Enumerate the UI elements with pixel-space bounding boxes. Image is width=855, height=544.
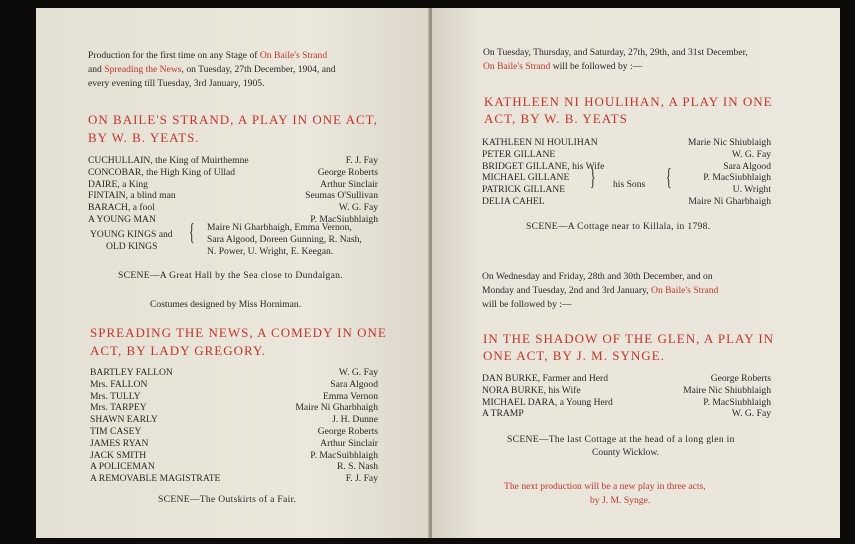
cast-role: BARTLEY FALLON <box>90 367 173 378</box>
next-production-line1: The next production will be a new play in three acts, <box>504 481 706 492</box>
cast-actor: P. MacSiubhlaigh <box>703 396 771 408</box>
cast-row <box>482 149 771 161</box>
intro-title-red: On Baile's Strand <box>259 50 328 61</box>
cast-role: TIM CASEY <box>90 425 142 437</box>
play1-group-role: YOUNG KINGS and <box>90 229 173 240</box>
play2-heading-line2: ACT, BY LADY GREGORY. <box>90 343 266 358</box>
cast-role: A REMOVABLE MAGISTRATE <box>90 473 221 485</box>
play4-heading-line1: IN THE SHADOW OF THE GLEN, A PLAY IN <box>483 331 775 346</box>
cast-role: CUCHULLAIN, the King of Muirthemne <box>88 155 249 166</box>
cast-role: BARACH, a fool <box>88 202 155 214</box>
cast-row <box>88 179 378 191</box>
cast-actor: Sara Algood <box>330 378 378 390</box>
cast-row <box>482 385 771 397</box>
cast-role: SHAWN EARLY <box>90 414 158 426</box>
play3-son-role: PATRICK GILLANE <box>482 184 566 195</box>
cast-actor: Arthur Sinclair <box>320 437 378 449</box>
cast-row <box>90 367 378 379</box>
cast-row <box>88 190 378 202</box>
play3-son-actor: U. Wright <box>732 184 771 195</box>
play1-scene: SCENE—A Great Hall by the Sea close to Dundalgan. <box>118 270 343 281</box>
cast-role: DAIRE, a King <box>88 178 148 190</box>
play3-heading-line1: KATHLEEN NI HOULIHAN, A PLAY IN ONE <box>484 94 773 109</box>
left-intro-line-2 <box>88 64 336 75</box>
play3-cast-role: DELIA CAHEL <box>482 196 545 207</box>
cast-actor: Arthur Sinclair <box>320 178 378 190</box>
cast-role: A TRAMP <box>482 408 524 420</box>
cast-role: MICHAEL DARA, a Young Herd <box>482 396 613 408</box>
cast-actor: Maire Ni Gharbhaigh <box>295 402 378 414</box>
right-intro2-line-1: On Wednesday and Friday, 28th and 30th December, and on <box>482 271 713 282</box>
cast-role: Mrs. TARPEY <box>90 402 147 414</box>
cast-actor: George Roberts <box>317 425 378 437</box>
cast-actor: Maire Nic Shiubhlaigh <box>683 384 771 396</box>
intro-text: will be followed by :— <box>552 61 643 72</box>
left-intro-line-3: every evening till Tuesday, 3rd January, 1905. <box>88 78 265 89</box>
play3-sons-label: his Sons <box>613 179 646 190</box>
brace-icon: { <box>188 220 195 246</box>
play1-heading-line1: ON BAILE'S STRAND, A PLAY IN ONE ACT, <box>88 112 378 127</box>
right-intro-line-2 <box>483 61 642 72</box>
play1-group-actor: Sara Algood, Doreen Gunning, R. Nash, <box>207 234 362 245</box>
cast-role: BRIDGET GILLANE, his Wife <box>482 160 605 172</box>
play3-son-actor: P. MacSiubhlaigh <box>703 172 771 183</box>
cast-row <box>88 202 378 214</box>
cast-row <box>482 373 771 385</box>
cast-actor: F. J. Fay <box>345 473 378 485</box>
cast-actor: W. G. Fay <box>338 202 378 214</box>
cast-role: JAMES RYAN <box>90 437 149 449</box>
cast-role: DAN BURKE, Farmer and Herd <box>482 373 609 384</box>
intro-title-red: Spreading the News <box>104 64 182 75</box>
play4-scene-line1: SCENE—The last Cottage at the head of a long glen in <box>507 434 735 445</box>
play4-heading-line2: ONE ACT, BY J. M. SYNGE. <box>483 348 665 363</box>
intro-text: , on Tuesday, 27th December, 1904, and <box>181 64 336 75</box>
cast-role: PETER GILLANE <box>482 148 556 160</box>
play2-scene: SCENE—The Outskirts of a Fair. <box>158 494 297 505</box>
cast-role: CONCOBAR, the High King of Ullad <box>88 166 236 178</box>
play1-group-actor: N. Power, U. Wright, E. Keegan. <box>207 246 334 257</box>
cast-row <box>90 391 378 403</box>
cast-row <box>90 426 378 438</box>
cast-role: Mrs. FALLON <box>90 378 148 390</box>
cast-actor: Marie Nic Shiublaigh <box>687 137 771 148</box>
cast-role: A YOUNG MAN <box>88 213 156 225</box>
play3-heading-line2: ACT, BY W. B. YEATS <box>484 111 628 126</box>
play1-cast-list <box>88 155 378 226</box>
cast-actor: J. H. Dunne <box>332 414 378 426</box>
cast-role: Mrs. TULLY <box>90 390 141 402</box>
cast-role: FINTAIN, a blind man <box>88 190 176 202</box>
cast-row <box>482 137 771 149</box>
brace-icon: } <box>589 165 596 191</box>
play1-costumes: Costumes designed by Miss Horniman. <box>150 299 302 310</box>
cast-row <box>90 438 378 450</box>
cast-role: NORA BURKE, his Wife <box>482 384 581 396</box>
play1-group-actor: Maire Ni Gharbhaigh, Emma Vernon, <box>207 222 352 233</box>
cast-actor: P. MacSuibhlaigh <box>310 449 378 461</box>
cast-actor: R. S. Nash <box>336 461 378 473</box>
cast-actor: Emma Vernon <box>323 390 378 402</box>
cast-row <box>482 161 771 173</box>
cast-actor: F. J. Fay <box>345 155 378 166</box>
left-intro-line-1 <box>88 50 327 61</box>
intro-title-red: On Baile's Strand <box>651 285 719 296</box>
cast-row <box>90 450 378 462</box>
play4-scene-line2: County Wicklow. <box>592 447 660 458</box>
right-intro2-line-3: will be followed by :— <box>482 299 572 310</box>
play3-cast-list <box>482 137 771 172</box>
cast-actor: W. G. Fay <box>731 408 771 420</box>
cast-row <box>88 155 378 167</box>
play3-son-role: MICHAEL GILLANE <box>482 172 570 183</box>
brace-icon: { <box>665 165 672 191</box>
play1-group-role: OLD KINGS <box>106 241 158 252</box>
cast-actor: George Roberts <box>317 166 378 178</box>
right-intro2-line-2 <box>482 285 718 296</box>
play1-heading-line2: BY W. B. YEATS. <box>88 130 200 145</box>
next-production-line2: by J. M. Synge. <box>590 495 651 506</box>
cast-row <box>482 397 771 409</box>
cast-row <box>90 461 378 473</box>
play2-heading-line1: SPREADING THE NEWS, A COMEDY IN ONE <box>90 325 387 340</box>
cast-actor: W. G. Fay <box>338 367 378 378</box>
cast-role: JACK SMITH <box>90 449 147 461</box>
cast-actor: George Roberts <box>710 373 771 384</box>
intro-text: Production for the first time on any Stage of <box>88 50 258 61</box>
cast-row <box>90 414 378 426</box>
cast-row <box>90 379 378 391</box>
cast-actor: Sara Algood <box>723 160 771 172</box>
intro-text: Monday and Tuesday, 2nd and 3rd January, <box>482 285 649 296</box>
play3-cast-actor: Maire Ni Gharbhaigh <box>688 196 771 207</box>
cast-row <box>88 167 378 179</box>
play2-cast-list <box>90 367 378 485</box>
cast-row <box>90 473 378 485</box>
play3-scene: SCENE—A Cottage near to Killala, in 1798. <box>526 221 711 232</box>
cast-row <box>90 402 378 414</box>
right-intro-line-1: On Tuesday, Thursday, and Saturday, 27th, 29th, and 31st December, <box>483 47 748 58</box>
cast-actor: P. MacSiubhlaigh <box>310 213 378 225</box>
intro-title-red: On Baile's Strand <box>483 61 551 72</box>
cast-actor: W. G. Fay <box>731 148 771 160</box>
cast-actor: Seumas O'Sullivan <box>305 190 378 202</box>
play4-cast-list <box>482 373 771 420</box>
cast-role: A POLICEMAN <box>90 461 155 473</box>
intro-text: and <box>88 64 102 75</box>
cast-role: KATHLEEN NI HOULIHAN <box>482 137 598 148</box>
cast-row <box>482 408 771 420</box>
